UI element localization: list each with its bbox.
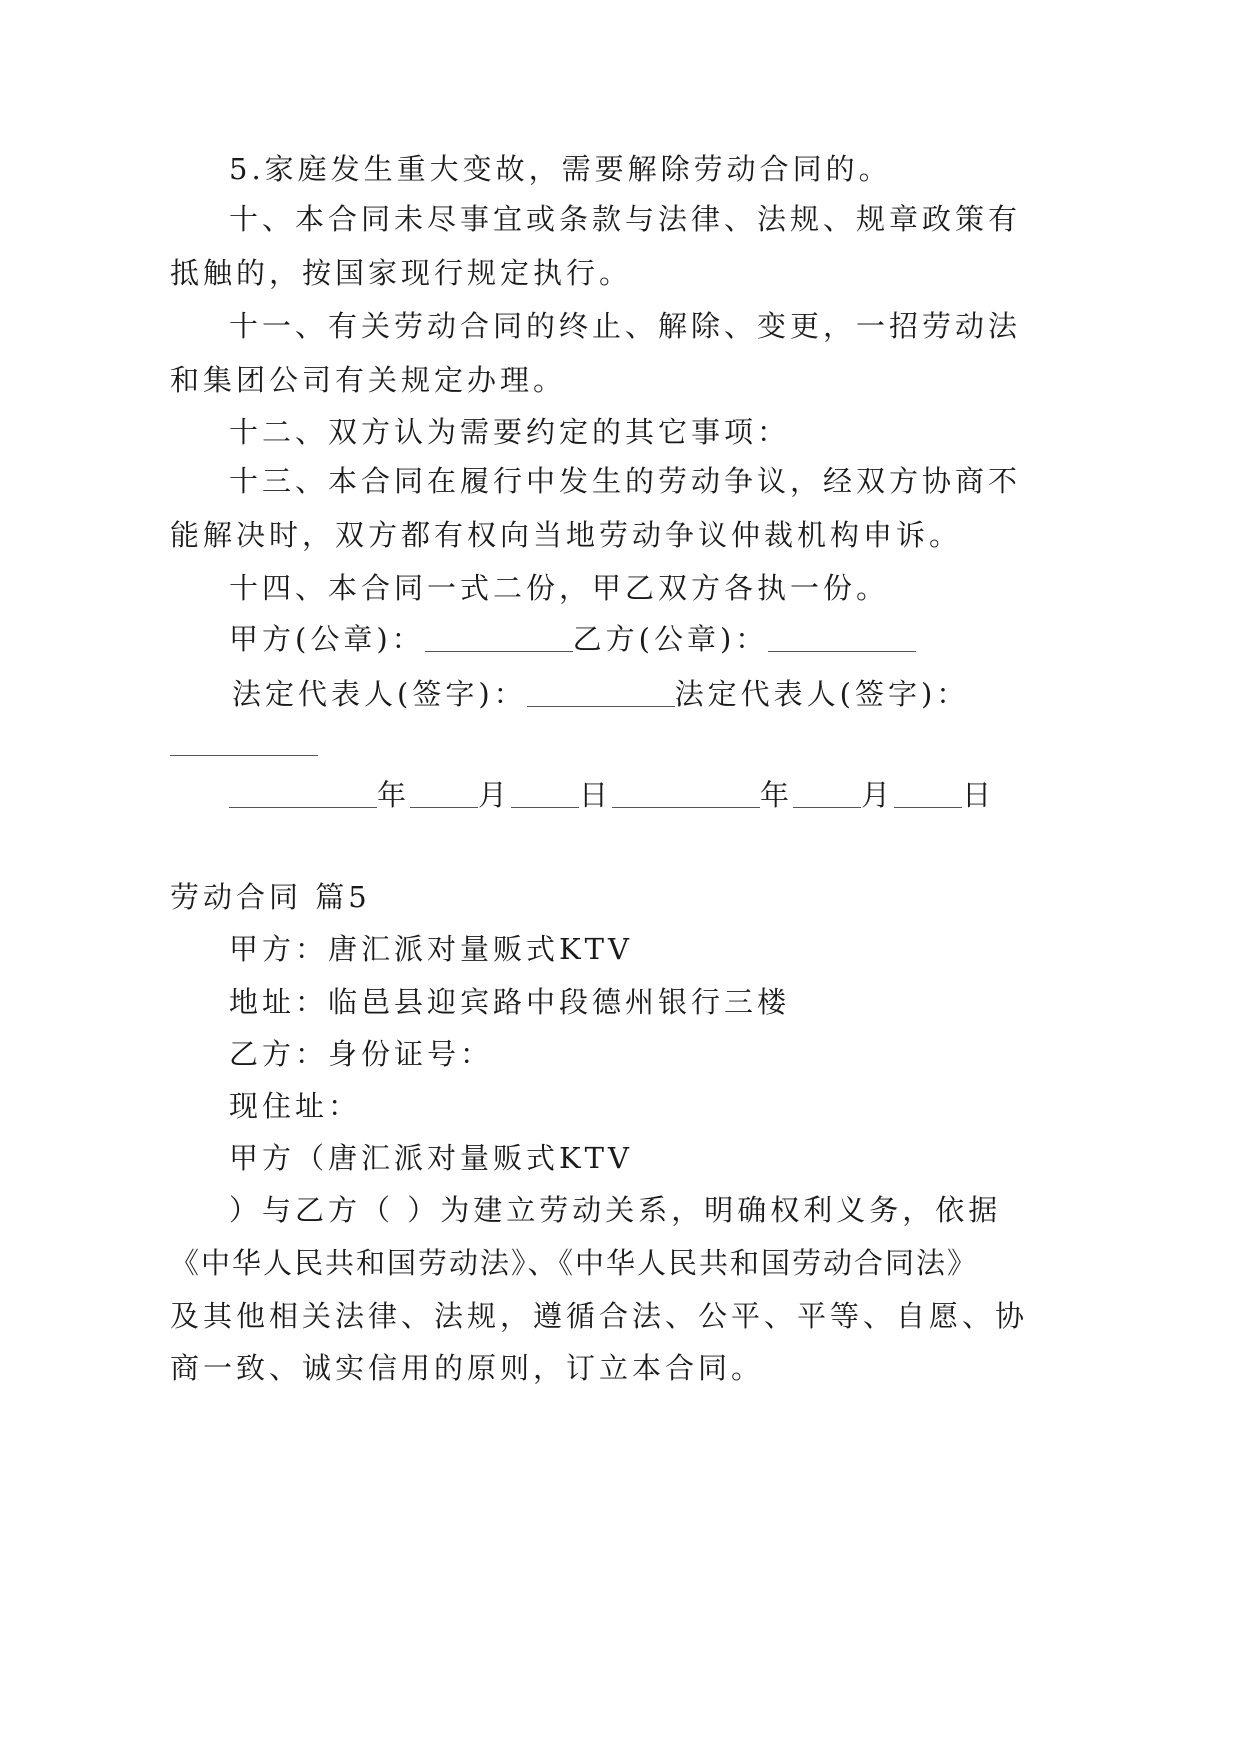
legal-rep-line — [232, 677, 970, 711]
current-address-line: 现住址： — [229, 1089, 362, 1123]
month-b-label: 月 — [861, 778, 895, 812]
intro-line5: 商一致、诚实信用的原则，订立本合同。 — [170, 1351, 765, 1385]
party-a-seal-label: 甲方(公章)： — [229, 622, 425, 656]
clause-11-line2: 和集团公司有关规定办理。 — [170, 363, 567, 397]
day-a-label: 日 — [579, 778, 613, 812]
day-b-blank[interactable] — [894, 781, 962, 808]
legal-rep-b-blank-line — [170, 729, 318, 758]
clause-13-line1: 十三、本合同在履行中发生的劳动争议，经双方协商不 — [229, 464, 1022, 498]
month-b-blank[interactable] — [793, 781, 861, 808]
party-b-seal-label: 乙方(公章)： — [572, 622, 769, 656]
legal-rep-a-label: 法定代表人(签字)： — [232, 677, 527, 711]
year-a-label: 年 — [377, 778, 411, 812]
year-b-label: 年 — [760, 778, 794, 812]
clause-14: 十四、本合同一式二份，甲乙双方各执一份。 — [229, 571, 890, 605]
date-line — [229, 778, 996, 812]
month-a-blank[interactable] — [410, 781, 478, 808]
clause-11-line1: 十一、有关劳动合同的终止、解除、变更，一招劳动法 — [229, 309, 1022, 343]
day-b-label: 日 — [962, 778, 996, 812]
seal-line — [229, 622, 916, 656]
clause-10-line2: 抵触的，按国家现行规定执行。 — [170, 256, 633, 290]
section-heading: 劳动合同 篇5 — [170, 880, 371, 914]
intro-line1: 甲方（唐汇派对量贩式KTV — [229, 1141, 633, 1175]
clause-13-line2: 能解决时，双方都有权向当地劳动争议仲裁机构申诉。 — [170, 518, 963, 552]
legal-rep-a-blank[interactable] — [527, 680, 675, 707]
party-a-seal-blank[interactable] — [425, 625, 573, 652]
intro-line4: 及其他相关法律、法规，遵循合法、公平、平等、自愿、协 — [170, 1299, 1029, 1333]
party-a-line: 甲方：唐汇派对量贩式KTV — [229, 932, 633, 966]
address-line: 地址：临邑县迎宾路中段德州银行三楼 — [229, 985, 791, 1019]
party-b-seal-blank[interactable] — [768, 625, 916, 652]
clause-12: 十二、双方认为需要约定的其它事项： — [229, 415, 791, 449]
clause-5: 5.家庭发生重大变故，需要解除劳动合同的。 — [229, 152, 892, 186]
intro-line2: ）与乙方（ ）为建立劳动关系，明确权利义务，依据 — [229, 1193, 1002, 1227]
party-b-line: 乙方：身份证号： — [229, 1037, 494, 1071]
year-b-blank[interactable] — [612, 781, 760, 808]
intro-line3: 《中华人民共和国劳动法》、《中华人民共和国劳动合同法》 — [170, 1246, 979, 1280]
legal-rep-b-blank[interactable] — [170, 729, 318, 756]
day-a-blank[interactable] — [511, 781, 579, 808]
month-a-label: 月 — [478, 778, 512, 812]
legal-rep-b-label: 法定代表人(签字)： — [674, 677, 970, 711]
clause-10-line1: 十、本合同未尽事宜或条款与法律、法规、规章政策有 — [229, 202, 1022, 236]
year-a-blank[interactable] — [229, 781, 377, 808]
